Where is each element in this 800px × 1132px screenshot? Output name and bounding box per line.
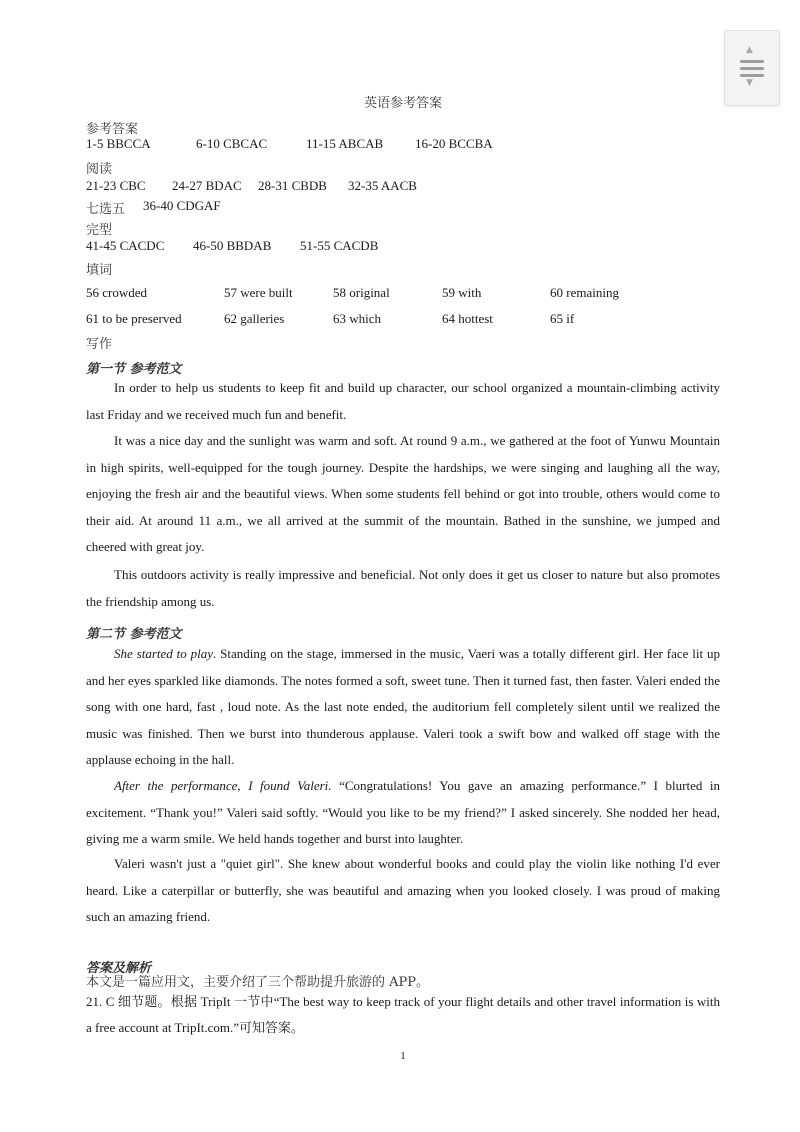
- scroll-down-icon[interactable]: ▼: [746, 78, 753, 88]
- page-number: 1: [400, 1050, 406, 1062]
- paragraph-body: . Standing on the stage, immersed in the music, Vaeri was a totally different girl. Her face lit up and her eyes sparkled like diamonds. The notes formed a soft, sweet tune. Then it turned fast, then faster. Valeri ended the song with one hard, fast , loud note. As the last note ended, the auditorium fell completely silent until we realized the music was finished. Then we burst into thunderous applause. Valeri took a swift bow and walked off stage with the applause echoing in the hall.: [86, 646, 720, 768]
- answer-group: 6-10 CBCAC: [196, 136, 268, 151]
- essay-2-paragraph-2: [86, 773, 720, 853]
- answer-group: 1-5 BBCCA: [86, 136, 151, 151]
- answer-group: 11-15 ABCAB: [306, 136, 384, 151]
- analysis-intro: 本文是一篇应用文，主要介绍了三个帮助提升旅游的 APP。: [86, 975, 430, 990]
- fill-answer: 59 with: [442, 285, 482, 300]
- essay-1-paragraph-1: In order to help us students to keep fit and build up character, our school organized a mountain-climbing activity last Friday and we received much fun and benefit.: [86, 380, 720, 422]
- section-2-heading: 第二节 参考范文: [86, 627, 182, 642]
- fill-answer: 60 remaining: [550, 285, 619, 300]
- fill-answer: 63 which: [333, 311, 382, 326]
- cloze-label: 完型: [86, 223, 113, 238]
- answer-group: 36-40 CDGAF: [143, 198, 221, 213]
- paragraph-lead: She started to play: [114, 646, 214, 661]
- scroll-navigation-widget[interactable]: [724, 30, 780, 106]
- fill-label: 填词: [86, 263, 113, 278]
- answer-group: 21-23 CBC: [86, 178, 146, 193]
- answer-group: 24-27 BDAC: [172, 178, 242, 193]
- reading-label: 阅读: [86, 162, 113, 177]
- essay-1-paragraph-3: This outdoors activity is really impressive and beneficial. Not only does it get us closer to nature but also promotes the friendship among us.: [86, 567, 720, 609]
- page-title: 英语参考答案: [363, 96, 442, 111]
- seven-label: 七选五: [86, 202, 126, 217]
- fill-answer: 58 original: [333, 285, 390, 300]
- analysis-item-21: 21. C 细节题。根据 TripIt 一节中“The best way to keep track of your flight details and other travel information is with a free account at TripIt.com.”可知答案。: [86, 994, 720, 1035]
- answer-group: 16-20 BCCBA: [415, 136, 493, 151]
- essay-1-paragraph-2: It was a nice day and the sunlight was warm and soft. At round 9 a.m., we gathered at the foot of Yunwu Mountain in high spirits, well-equipped for the tough journey. Despite the hardships, we were singing and laughing all the way, enjoying the fresh air and the beautiful views. When some students fell behind or got into trouble, others would come to their aid. At around 11 a.m., we all arrived at the summit of the mountain. Bathed in the sunshine, we jumped and cheered with great joy.: [86, 433, 720, 555]
- paragraph-body: “Congratulations! You gave an amazing performance.” I blurted in excitement. “Thank you!” Valeri said softly. “Would you like to be my friend?” I asked sincerely. She nodded her head, giving me a warm smile. We held hands together and burst into laughter.: [86, 778, 720, 847]
- answer-group: 41-45 CACDC: [86, 238, 165, 253]
- answer-group: 46-50 BBDAB: [193, 238, 272, 253]
- paragraph-lead: After the performance, I found Valeri.: [114, 778, 332, 793]
- answer-group: 32-35 AACB: [348, 178, 417, 193]
- essay-2-paragraph-1: [86, 641, 720, 774]
- scroll-up-icon[interactable]: ▲: [746, 45, 753, 55]
- fill-answer: 64 hottest: [442, 311, 493, 326]
- fill-answer: 65 if: [550, 311, 575, 326]
- essay-2-paragraph-3: Valeri wasn't just a "quiet girl". She knew about wonderful books and could play the violin like nothing I'd ever heard. Like a caterpillar or butterfly, she was beautiful and amazing when you looked closely. I was proud of making such an amazing friend.: [86, 856, 720, 925]
- writing-label: 写作: [86, 337, 113, 352]
- fill-answer: 62 galleries: [224, 311, 285, 326]
- fill-answer: 57 were built: [224, 285, 293, 300]
- answers-label: 参考答案: [86, 122, 139, 137]
- section-1-heading: 第一节 参考范文: [86, 362, 182, 377]
- analysis-heading: 答案及解析: [86, 961, 152, 976]
- answer-group: 28-31 CBDB: [258, 178, 327, 193]
- fill-answer: 61 to be preserved: [86, 311, 182, 326]
- answer-group: 51-55 CACDB: [300, 238, 379, 253]
- fill-answer: 56 crowded: [86, 285, 148, 300]
